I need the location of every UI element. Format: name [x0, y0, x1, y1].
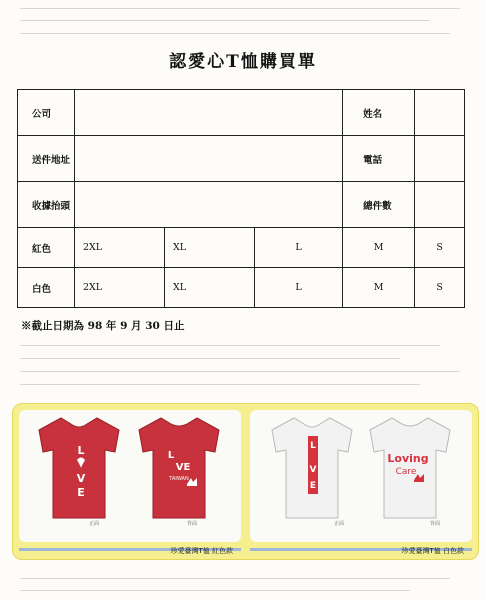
- white-2xl-cell[interactable]: [75, 268, 165, 308]
- front-letter-l: L: [77, 444, 85, 457]
- phone-label: 電話: [343, 136, 415, 182]
- company-label: 公司: [18, 90, 75, 136]
- front-letter-v: V: [309, 465, 317, 475]
- form-title: 認愛心T恤購買單: [169, 52, 317, 72]
- front-tag: 正面: [89, 521, 100, 527]
- receipt-label: 收據抬頭: [18, 182, 75, 228]
- size-label-l: L: [295, 242, 302, 253]
- back-line1: L: [167, 450, 175, 461]
- white-shirts-illustration: [250, 410, 472, 530]
- total-label: 總件數: [343, 182, 415, 228]
- white-back-text2: Care: [395, 467, 417, 477]
- size-label-s: S: [436, 242, 443, 253]
- red-label: 紅色: [18, 228, 75, 268]
- front-letter-v: V: [76, 472, 86, 485]
- front-letter-e: E: [309, 481, 317, 491]
- address-field[interactable]: [75, 136, 343, 182]
- red-shirts-illustration: [19, 410, 241, 530]
- phone-field[interactable]: [415, 136, 465, 182]
- white-l-cell[interactable]: [255, 268, 343, 308]
- size-label-l: L: [295, 282, 302, 293]
- size-label-m: M: [373, 242, 384, 253]
- tshirt-showcase-panel: [12, 403, 479, 560]
- company-field[interactable]: [75, 90, 343, 136]
- red-caption: 珍愛臺灣T恤 紅色款: [170, 547, 233, 555]
- name-label: 姓名: [343, 90, 415, 136]
- red-2xl-cell[interactable]: [75, 228, 165, 268]
- white-shirt-card: [250, 410, 472, 555]
- deadline-note: ※截止日期為 98 年 9 月 30 日止: [21, 320, 185, 332]
- size-label-xl: XL: [173, 242, 187, 253]
- red-xl-cell[interactable]: [165, 228, 255, 268]
- red-shirt-front: [39, 418, 119, 518]
- front-letter-e: E: [77, 486, 85, 499]
- size-label-m: M: [373, 282, 384, 293]
- red-l-cell[interactable]: [255, 228, 343, 268]
- back-line2: VE: [175, 462, 191, 473]
- back-tag: 背面: [187, 521, 198, 527]
- size-label-xl: XL: [173, 282, 187, 293]
- address-label: 送件地址: [18, 136, 75, 182]
- white-shirt-front: [272, 418, 352, 518]
- white-back-text: Loving: [387, 452, 429, 465]
- front-tag: 正面: [334, 521, 345, 527]
- size-label-2xl: 2XL: [83, 282, 103, 293]
- size-label-2xl: 2XL: [83, 242, 103, 253]
- red-size-row: [18, 228, 465, 268]
- order-form-table: [17, 89, 465, 308]
- back-tag: 背面: [430, 521, 441, 527]
- white-s-cell[interactable]: [415, 268, 465, 308]
- front-letter-l: L: [310, 441, 316, 451]
- receipt-field[interactable]: [75, 182, 343, 228]
- white-shirt-back: [370, 418, 450, 518]
- name-field[interactable]: [415, 90, 465, 136]
- red-s-cell[interactable]: [415, 228, 465, 268]
- size-label-s: S: [436, 282, 443, 293]
- white-size-row: [18, 268, 465, 308]
- white-caption: 珍愛臺灣T恤 白色款: [401, 547, 464, 555]
- white-m-cell[interactable]: [343, 268, 415, 308]
- white-xl-cell[interactable]: [165, 268, 255, 308]
- total-field[interactable]: [415, 182, 465, 228]
- brand-text: TAIWAN: [169, 476, 189, 482]
- red-shirt-card: [19, 410, 241, 555]
- red-shirt-back: [139, 418, 219, 518]
- white-label: 白色: [18, 268, 75, 308]
- red-m-cell[interactable]: [343, 228, 415, 268]
